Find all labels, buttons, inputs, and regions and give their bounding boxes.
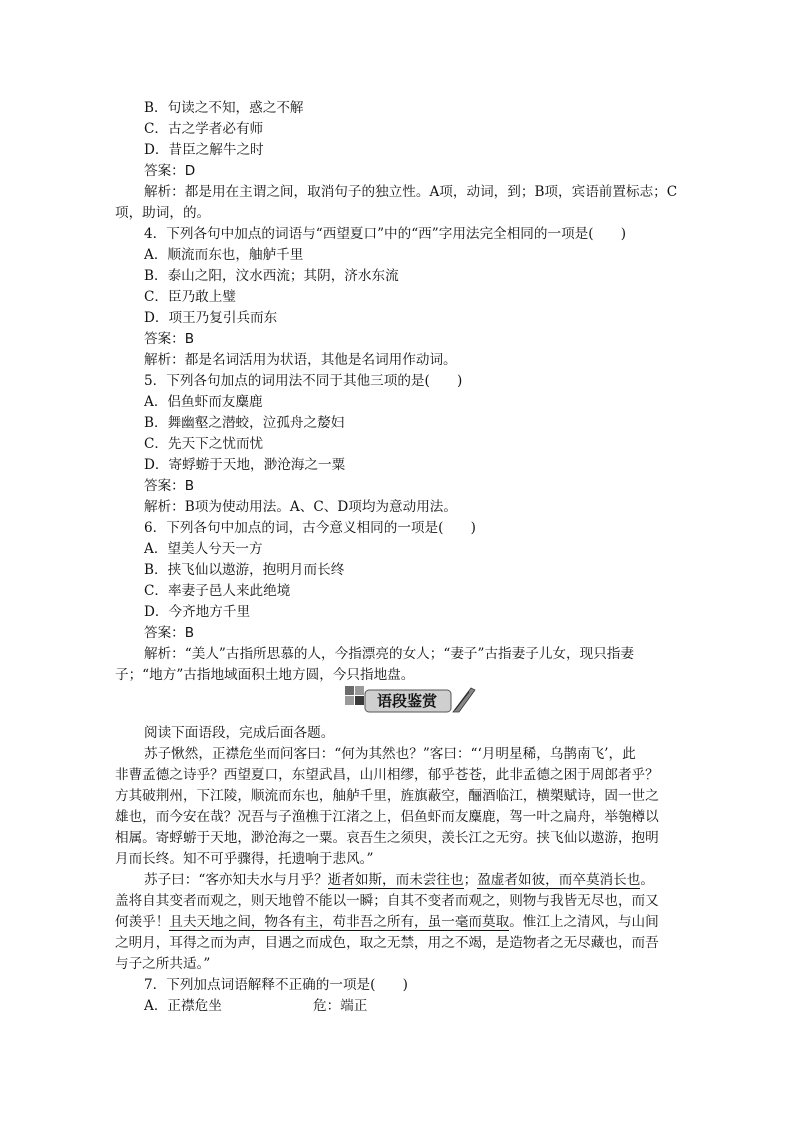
passage-line — [115, 913, 659, 931]
analysis-line: 解析：都是名词活用为状语，其他是名词用作动词。 — [144, 352, 457, 368]
banner-title: 语段鉴赏 — [377, 692, 438, 710]
answer-line: 答案：D — [144, 163, 196, 179]
option-b: B．泰山之阳，汶水西流；其阴，济水东流 — [144, 268, 399, 284]
passage-line: 相属。寄蜉蝣于天地，渺沧海之一粟。哀吾生之须臾，羡长江之无穷。挟飞仙以遨游，抱明 — [115, 830, 659, 846]
option-c: C．率妻子邑人来此绝境 — [144, 583, 291, 599]
passage-text: ； — [463, 872, 478, 888]
option-a: A．侣鱼虾而友麋鹿 — [144, 394, 263, 410]
analysis-line: 解析：都是用在主谓之间，取消句子的独立性。A项，动词，到；B项，宾语前置标志；C — [144, 184, 678, 200]
option-d: D．项王乃复引兵而东 — [144, 310, 278, 326]
underlined-sentence: 盈虚者如彼，而卒莫消长也 — [477, 872, 641, 888]
option-c: C．臣乃敢上璧 — [144, 289, 236, 305]
question-5: 5．下列各句加点的词用法不同于其他三项的是( ) — [144, 373, 463, 389]
passage-line: 之明月，耳得之而为声，目遇之而成色，取之无禁，用之不竭，是造物者之无尽藏也，而吾 — [115, 935, 659, 951]
reading-instruction: 阅读下面语段，完成后面各题。 — [144, 725, 335, 741]
answer-line: 答案：B — [144, 625, 195, 641]
analysis-line: 项，助词，的。 — [115, 205, 211, 221]
option-b: B．句读之不知，惑之不解 — [144, 100, 304, 116]
option-d: D．今齐地方千里 — [144, 604, 251, 620]
passage-line: 月而长终。知不可乎骤得，托遗响于悲风。” — [115, 851, 374, 867]
passage-line: 与子之所共适。” — [115, 956, 211, 972]
passage-text: 何羡乎！ — [115, 914, 170, 930]
question-4: 4．下列各句中加点的词语与“西望夏口”中的“西”字用法完全相同的一项是( ) — [144, 226, 627, 242]
option-d: D．寄蜉蝣于天地，渺沧海之一粟 — [144, 457, 346, 473]
analysis-line: 解析：B项为使动用法。A、C、D项均为意动用法。 — [144, 499, 457, 515]
passage-text: 苏子曰：“客亦知夫水与月乎？ — [144, 872, 328, 888]
analysis-line: 解析：“美人”古指所思慕的人，今指漂亮的女人；“妻子”古指妻子儿女，现只指妻 — [144, 646, 634, 662]
option-b: B．挟飞仙以遨游，抱明月而长终 — [144, 562, 345, 578]
passage-text: 。惟江上之清风，与山间 — [509, 914, 659, 930]
passage-line: 苏子愀然，正襟危坐而问客曰：“何为其然也？”客曰：“‘月明星稀，乌鹊南飞’，此 — [144, 746, 636, 762]
passage-line: 方其破荆州，下江陵，顺流而东也，舳舻千里，旌旗蔽空，酾酒临江，横槊赋诗，固一世之 — [115, 788, 659, 804]
option-c: C．古之学者必有师 — [144, 121, 264, 137]
option-d: D．昔臣之解牛之时 — [144, 142, 264, 158]
answer-line: 答案：B — [144, 478, 195, 494]
option-a: A．顺流而东也，舳舻千里 — [144, 247, 304, 263]
analysis-line: 子；“地方”古指地域面积土地方圆，今只指地盘。 — [115, 667, 415, 683]
question-7: 7．下列加点词语解释不正确的一项是( ) — [144, 977, 408, 993]
option-a: A．正襟危坐 — [144, 998, 222, 1014]
question-6: 6．下列各句中加点的词，古今意义相同的一项是( ) — [144, 520, 476, 536]
passage-line: 非曹孟德之诗乎？西望夏口，东望武昌，山川相缪，郁乎苍苍，此非孟德之困于周郎者乎？ — [115, 767, 659, 783]
section-banner — [343, 684, 477, 716]
option-a-gloss: 危：端正 — [313, 998, 368, 1014]
answer-line: 答案：B — [144, 331, 195, 347]
option-b: B．舞幽壑之潜蛟，泣孤舟之嫠妇 — [144, 415, 345, 431]
option-c: C．先天下之忧而忧 — [144, 436, 264, 452]
option-a: A．望美人兮天一方 — [144, 541, 263, 557]
underlined-sentence: 逝者如斯，而未尝往也 — [327, 872, 464, 888]
underlined-sentence: 且夫天地之间，物各有主，苟非吾之所有，虽一毫而莫取 — [169, 914, 510, 930]
passage-text: 。 — [640, 872, 654, 888]
passage-line — [144, 871, 654, 889]
passage-line: 雄也，而今安在哉？况吾与子渔樵于江渚之上，侣鱼虾而友麋鹿，驾一叶之扁舟，举匏樽以 — [115, 809, 659, 825]
passage-line: 盖将自其变者而观之，则天地曾不能以一瞬；自其不变者而观之，则物与我皆无尽也，而又 — [115, 893, 659, 909]
